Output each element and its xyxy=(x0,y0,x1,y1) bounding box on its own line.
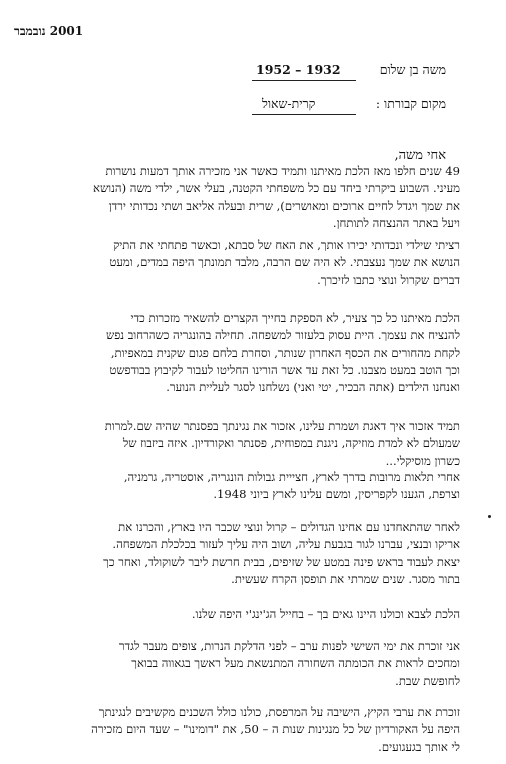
paragraph xyxy=(24,519,460,588)
paragraph-line: להנציח את עצמך. היית עסוק בלעזור למשפחה. תחילה בהונגריה כשהרחוב נפש xyxy=(105,328,460,343)
paragraph-line: לחופשת שבת. xyxy=(395,673,460,688)
paragraph-line: זוכרת את ערבי הקיץ, הישיבה על המרפסת, כולנו כולל השכנים מקשיבים לנגינתך xyxy=(98,705,460,719)
paragraph-line: את שמך ויגדל לחיים ארוכים ומאושרים), שרית ובעלה אליאב ושתי נכדותי ירדן xyxy=(108,198,460,213)
paragraph-line: כשרון מוסיקלי... xyxy=(385,453,460,468)
paragraph xyxy=(24,418,460,470)
paragraph-line: שמעולם לא למדת מוזיקה, ניגנת במפוחית, פסנתר ואקורדיון. איזה ביזבוז של xyxy=(122,436,460,451)
paragraph-line: תמיד אזכור איך דאגת ושמרת עלינו, אזכור את נגינתך בפסנתר שהיה שם.למרות xyxy=(104,419,460,433)
paragraph-line: ומחכים לראות את הכומתה השחורה המתנשאת מעל ראשך בגאווה בבואך xyxy=(131,656,460,671)
paragraph xyxy=(24,310,460,396)
paragraph-line: יצאת לעבוד בראש פינה במטע של שזיפים, בבית חרשת ליבר לשוקולד, ואחר כך xyxy=(103,554,460,569)
paragraph xyxy=(24,704,460,756)
paragraph xyxy=(24,237,460,289)
paragraph-line: אני זוכרת את ימי השישי לפנות ערב – לפני הדלקת הנרות, צופים מעבר לגדר xyxy=(118,639,460,653)
years-underline xyxy=(252,80,356,81)
paragraph-line: הלכת לצבא וכולנו היינו גאים בך – בחייל הג'ינג'י היפה שלנו. xyxy=(191,607,460,621)
paragraph-line: אחרי תלאות מרובות בדרך לארץ, חצייית גבולות הונגריה, אוסטריה, גרמניה, xyxy=(123,470,460,484)
paragraph-line: לקחת מהחורים את הכסף האחרון שנותר, וסחרת בלחם פגום שקנית במאפיות, xyxy=(110,345,460,360)
paragraph xyxy=(24,606,460,623)
letter-date: 2001 נובמבר xyxy=(14,24,84,38)
paragraph-line: בתור מסגר. שנים שמרתי את תופסן הקרח שעשית. xyxy=(231,571,460,586)
burial-place-label: מקום קבורתו : xyxy=(375,96,446,111)
life-years: 1952 – 1932 xyxy=(256,62,341,77)
paragraph xyxy=(24,469,460,504)
paragraph-line: לי אותך בגעגועים. xyxy=(378,739,460,754)
paragraph-line: רציתי שילדי ונכדותי יכירו אותך, את האח של סבתא, וכאשר פתחתי את התיק xyxy=(113,238,460,252)
salutation: אחי משה, xyxy=(394,148,446,163)
paragraph xyxy=(24,163,460,232)
paragraph-line: הנושא את שמך נעצבתי. לא היה שם הרבה, מלבד תמונתך היפה במדים, ומעט xyxy=(109,255,460,270)
margin-mark xyxy=(488,515,491,518)
paragraph-line: ויעל באתר ההנצחה לתותחן. xyxy=(332,215,460,230)
paragraph-line: ואנחנו הילדים (אתה הבכיר, יטי ואני) נשלחנו לסגר לעליית הנוער. xyxy=(166,380,460,395)
paragraph-line: וכך הוטב במעט מצבנו. כל זאת עד אשר הורינו החליטו לעבור לקיבוץ בבודפשט xyxy=(109,362,460,377)
burial-place-underline xyxy=(252,114,356,115)
paragraph-line: הלכת מאיתנו כל כך צעיר, לא הספקת בחייך הקצרים להשאיר מזכרות כדי xyxy=(130,311,460,325)
paragraph-line: לאחר שהתאחדנו עם אחינו הגדולים – קרול ונוצי שכבר היו בארץ, והכרנו את xyxy=(118,520,460,534)
paragraph-line: דברים שקרול ונוצי כתבו לזיכרך. xyxy=(317,272,460,287)
paragraph-line: אריקו ובנצי, עברנו לגור בגבעת עליה, ושוב היה עליך לעזור בכלכלת המשפחה. xyxy=(112,537,460,552)
deceased-name: משה בן שלום xyxy=(379,62,446,77)
paragraph-line: היפה על האקורדיון של כל מנגינות שנות ה – 50, את "דומינו" – שעד היום מזכירה xyxy=(91,722,460,737)
paragraph-line: מעיני. השבוע ביקרתי ביחד עם כל משפחתי הקטנה, בעלי אשר, ילדי משה (הנושא xyxy=(93,181,460,196)
burial-place-value: קרית-שאול xyxy=(262,96,316,111)
paragraph-line: וצרפת, הגענו לקפריסין, ומשם עלינו לארץ ביוני 1948. xyxy=(213,487,460,502)
paragraph-line: 49 שנים חלפו מאז הלכת מאיתנו ותמיד כאשר אני מזכירה אותך דמעות נושרות xyxy=(105,164,460,178)
paragraph xyxy=(24,638,460,690)
